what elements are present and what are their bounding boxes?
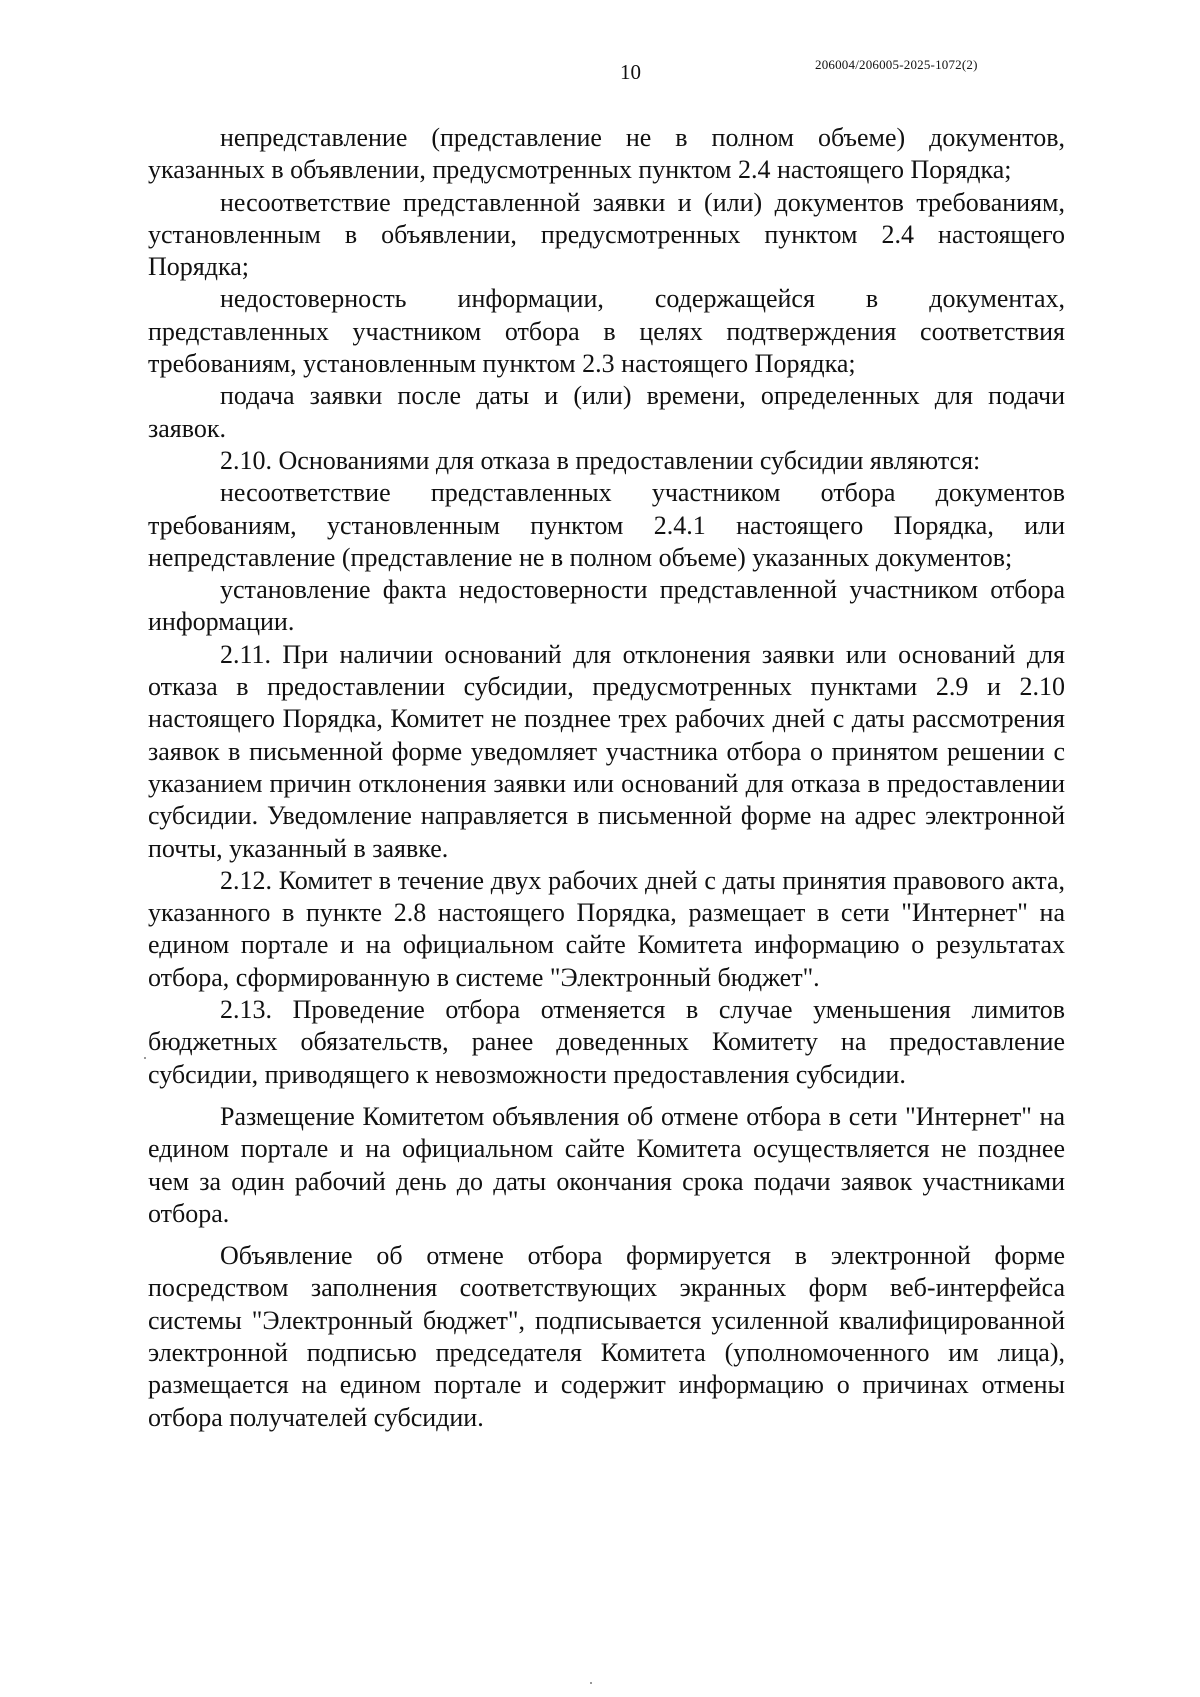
paragraph-9: 2.12. Комитет в течение двух рабочих дней с даты принятия правового акта, указанного в пункте 2.8 настоящего Порядка, размещает в сети "Интернет" на едином портале и на официальном сайте Комитета информацию о результатах отбора, сформированную в системе "Электронный бюджет".	[148, 865, 1065, 992]
paragraph-8: 2.11. При наличии оснований для отклонения заявки или оснований для отказа в предоставлении субсидии, предусмотренных пунктами 2.9 и 2.10 настоящего Порядка, Комитет не позднее трех рабочих дней с даты рассмотрения заявок в письменной форме уведомляет участника отбора о принятом решении с указанием причин отклонения заявки или оснований для отказа в предоставлении субсидии. Уведомление направляется в письменной форме на адрес электронной почты, указанный в заявке.	[148, 639, 1065, 863]
paragraph-3: недостоверность информации, содержащейся в документах, представленных участником отбора в целях подтверждения соответствия требованиям, установленным пунктом 2.3 настоящего Порядка;	[148, 284, 1065, 379]
paragraph-5: 2.10. Основаниями для отказа в предоставлении субсидии являются:	[220, 445, 981, 475]
document-id: 206004/206005-2025-1072(2)	[815, 57, 978, 72]
paragraph-2: несоответствие представленной заявки и (или) документов требованиям, установленным в объявлении, предусмотренных пунктом 2.4 настоящего Порядка;	[148, 187, 1065, 282]
paragraph-12: Объявление об отмене отбора формируется в электронной форме посредством заполнения соответствующих экранных форм веб-интерфейса системы "Электронный бюджет", подписывается усиленной квалифицированной электронной подписью председателя Комитета (уполномоченного им лица), размещается на едином портале и содержит информацию о причинах отмены отбора получателей субсидии.	[148, 1241, 1065, 1432]
paragraph-7: установление факта недостоверности представленной участником отбора информации.	[148, 575, 1065, 637]
scan-speck	[590, 1682, 592, 1684]
document-body	[148, 122, 1065, 1434]
paragraph-4: подача заявки после даты и (или) времени, определенных для подачи заявок.	[148, 381, 1065, 443]
paragraph-11: Размещение Комитетом объявления об отмене отбора в сети "Интернет" на едином портале и на официальном сайте Комитета осуществляется не позднее чем за один рабочий день до даты окончания срока подачи заявок участниками отбора.	[148, 1101, 1065, 1228]
paragraph-6: несоответствие представленных участником отбора документов требованиям, установленным пунктом 2.4.1 настоящего Порядка, или непредставление (представление не в полном объеме) указанных документов;	[148, 478, 1065, 572]
page-number: 10	[620, 60, 641, 84]
scan-speck	[144, 1057, 146, 1059]
paragraph-1: непредставление (представление не в полном объеме) документов, указанных в объявлении, предусмотренных пунктом 2.4 настоящего Порядка;	[148, 123, 1065, 185]
paragraph-10: 2.13. Проведение отбора отменяется в случае уменьшения лимитов бюджетных обязательств, ранее доведенных Комитету на предоставление субсидии, приводящего к невозможности предоставления субсидии.	[148, 995, 1065, 1089]
